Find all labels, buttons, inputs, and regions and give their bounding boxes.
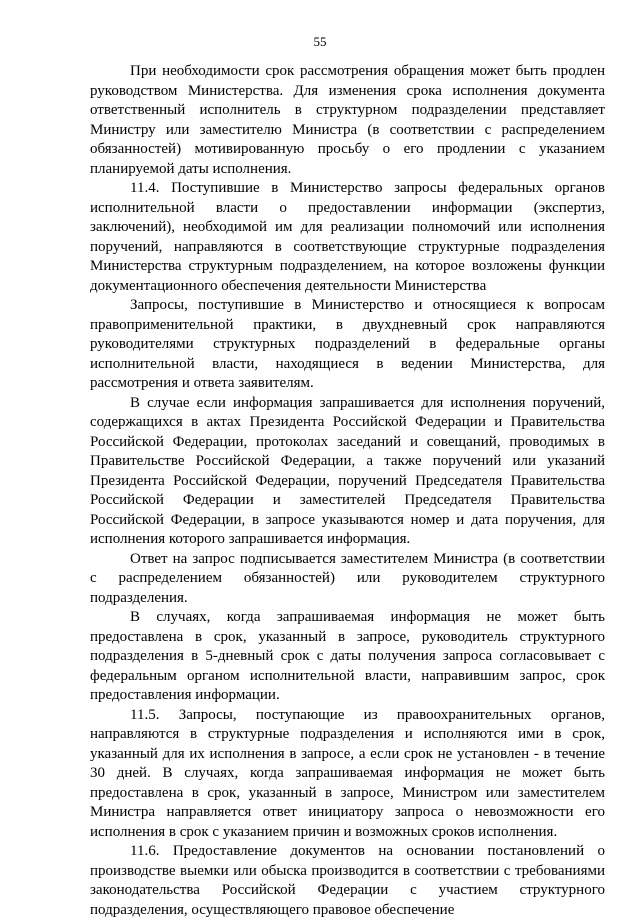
page-number: 55 [313,34,327,49]
paragraph-response-signature: Ответ на запрос подписывается заместителем Министра (в соответствии с распределением обязанностей) или руководителем структурного подразделения. [90,550,605,606]
document-body [90,62,605,920]
paragraph-11-5: 11.5. Запросы, поступающие из правоохранительных органов, направляются в структурные подразделения и исполняются ими в срок, указанный для их исполнения в запросе, а если срок не установлен - в течение 30 дней. В случаях, когда запрашиваемая информация не может быть предоставлена в срок, указанный в запросе, Министром или заместителем Министра направляется ответ инициатору запроса о невозможности его исполнения в срок с указанием причин и возможных сроков исполнения. [90,706,605,840]
paragraph-11-6: 11.6. Предоставление документов на основании постановлений о производстве выемки или обыска производится в соответствии с требованиями законодательства Российской Федерации с участием структурного подразделения, осуществляющего правовое обеспечение [90,843,605,918]
paragraph-presidential-instructions: В случае если информация запрашивается для исполнения поручений, содержащихся в актах Президента Российской Федерации и Правительства Российской Федерации, протоколах заседаний и совещаний, проводимых в Правительстве Российской Федерации, а также поручений или указаний Президента Российской Федерации, поручений Председателя Правительства Российской Федерации и заместителей Председателя Правительства Российской Федерации, в запросе указываются номер и дата поручения, для исполнения которого запрашивается информация. [90,394,605,547]
paragraph-law-enforcement-practice: Запросы, поступившие в Министерство и относящиеся к вопросам правоприменительной практики, в двухдневный срок направляются руководителями структурных подразделений в федеральные органы исполнительной власти, находящиеся в ведении Министерства, для рассмотрения и ответа заявителям. [90,297,605,391]
paragraph-11-4: 11.4. Поступившие в Министерство запросы федеральных органов исполнительной власти о предоставлении информации (экспертиз, заключений), необходимой им для реализации полномочий или исполнения поручений, направляются в соответствующие структурные подразделения Министерства структурным подразделением, на которое возложены функции документационного обеспечения деятельности Министерства [90,180,605,294]
paragraph-deadline-negotiation: В случаях, когда запрашиваемая информация не может быть предоставлена в срок, указанный в запросе, руководитель структурного подразделения в 5-дневный срок с даты получения запроса согласовывает с федеральным органом исполнительной власти, направившим запрос, срок предоставления информации. [90,609,605,703]
paragraph-extension-of-review: При необходимости срок рассмотрения обращения может быть продлен руководством Министерства. Для изменения срока исполнения документа ответственный исполнитель в структурном подразделении представляет Министру или заместителю Министра (в соответствии с распределением обязанностей) мотивированную просьбу о его продлении с указанием планируемой даты исполнения. [90,63,605,177]
